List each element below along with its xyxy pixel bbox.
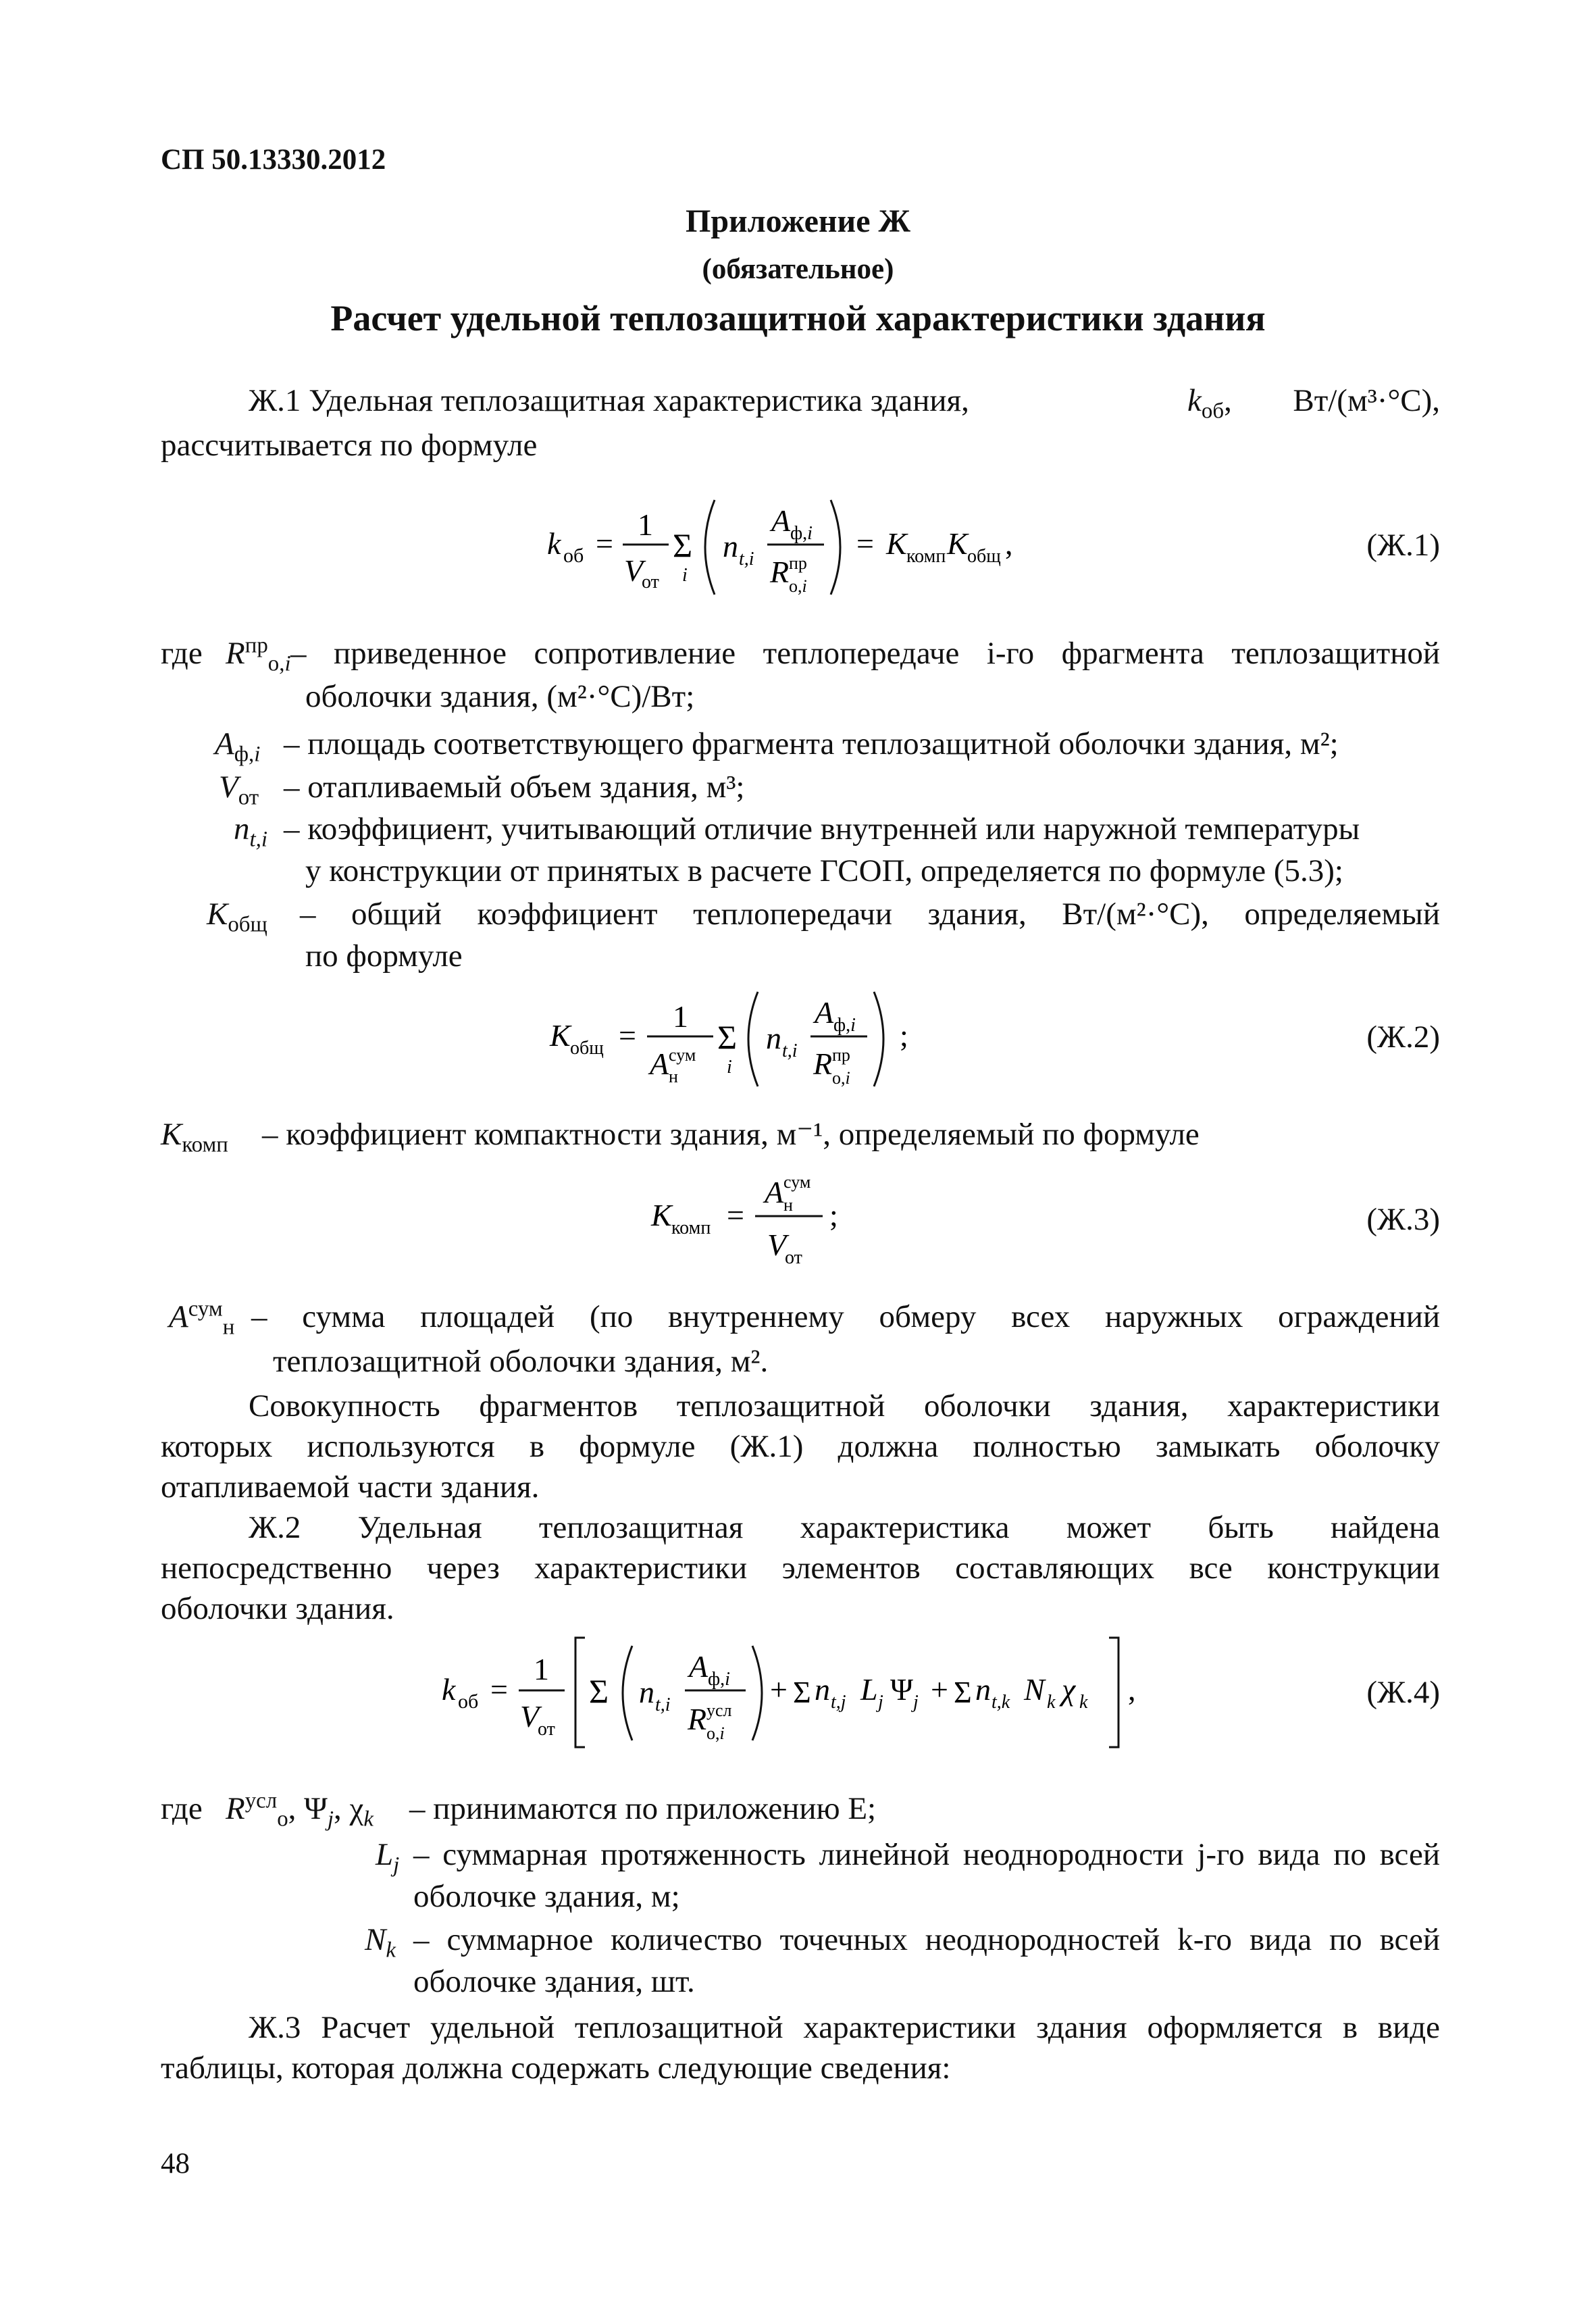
svg-text:+: + <box>931 1672 948 1707</box>
document-code: СП 50.13330.2012 <box>161 144 386 176</box>
para-line-3: отапливаемой части здания. <box>161 1469 540 1505</box>
n-ti-definition: – коэффициент, учитывающий отличие внутренней или наружной температуры <box>284 811 1360 847</box>
formula-zh3-number: (Ж.3) <box>1366 1202 1440 1237</box>
svg-text:K: K <box>550 1018 571 1053</box>
r-pr-symbol: $R^{пр}_{о,i}$ <box>226 633 291 676</box>
k-komp-symbol: $K_{комп}$ <box>161 1117 228 1157</box>
svg-text:,: , <box>1128 1672 1136 1707</box>
p1-unit: Вт/(м³·°С), <box>1293 383 1440 418</box>
p2-line-1: Ж.2 Удельная теплозащитная характеристика может быть найдена <box>249 1510 1440 1545</box>
p1-line2: рассчитывается по формуле <box>161 428 538 463</box>
svg-text:общ: общ <box>570 1038 604 1059</box>
n-ti-symbol: $n_{t,i}$ <box>234 811 267 852</box>
svg-text:n: n <box>639 1675 654 1709</box>
svg-text:K: K <box>947 526 968 561</box>
a-f-symbol: $A_{ф,i}$ <box>215 726 261 767</box>
p3-line-1: Ж.3 Расчет удельной теплозащитной характеристики здания оформляется в виде <box>249 2010 1440 2045</box>
svg-text:=: = <box>619 1018 636 1053</box>
svg-text:t,i: t,i <box>782 1040 798 1061</box>
svg-text:1: 1 <box>638 507 653 542</box>
n-ti-definition-cont: у конструкции от принятых в расчете ГСОП, определяется по формуле (5.3); <box>305 853 1343 888</box>
svg-text:A: A <box>689 1649 709 1684</box>
svg-text:n: n <box>815 1672 830 1707</box>
l-j-symbol: $L_j$ <box>376 1837 400 1878</box>
formula-zh2-number: (Ж.2) <box>1366 1020 1440 1055</box>
svg-text:от: от <box>538 1719 555 1740</box>
svg-text:пр: пр <box>789 553 807 573</box>
svg-text:о,i: о,i <box>789 576 807 596</box>
svg-text:i: i <box>727 1057 732 1078</box>
svg-text:j: j <box>913 1692 919 1713</box>
svg-text:о,i: о,i <box>832 1068 850 1088</box>
svg-text:об: об <box>458 1690 479 1713</box>
n-k-definition: – суммарное количество точечных неоднородностей k-го вида по всей <box>413 1922 1440 1957</box>
svg-text:;: ; <box>900 1018 908 1053</box>
svg-text:k: k <box>547 526 561 561</box>
p1-symbol: $k_{об}$, <box>1187 383 1232 424</box>
svg-text:V: V <box>520 1699 540 1734</box>
appendix-title: Расчет удельной теплозащитной характеристики здания <box>330 298 1266 338</box>
svg-text:=: = <box>856 526 874 561</box>
svg-text:от: от <box>785 1247 802 1268</box>
svg-text:,: , <box>1005 526 1013 561</box>
svg-text:Σ: Σ <box>717 1018 738 1056</box>
svg-text:K: K <box>651 1198 672 1232</box>
svg-text:n: n <box>766 1021 781 1055</box>
para-line-2: которых используются в формуле (Ж.1) должна полностью замыкать оболочку <box>161 1429 1440 1464</box>
svg-text:t,j: t,j <box>831 1692 846 1713</box>
v-ot-symbol: $V_{от}$ <box>219 770 259 810</box>
svg-text:пр: пр <box>832 1045 850 1065</box>
k-obsh-definition: – общий коэффициент теплопередачи здания, Вт/(м²·°С), определяемый <box>300 897 1440 932</box>
svg-text:A: A <box>765 1175 784 1209</box>
svg-text:j: j <box>878 1692 883 1713</box>
svg-text:сум: сум <box>783 1172 811 1192</box>
svg-text:t,k: t,k <box>992 1692 1010 1713</box>
svg-text:i: i <box>682 565 688 586</box>
l-j-definition: – суммарная протяженность линейной неоднородности j-го вида по всей <box>413 1837 1440 1872</box>
svg-text:V: V <box>624 553 644 588</box>
svg-text:1: 1 <box>534 1652 549 1686</box>
svg-text:A: A <box>650 1047 669 1081</box>
p2-line-3: оболочки здания. <box>161 1591 394 1626</box>
svg-text:R: R <box>770 555 790 589</box>
svg-text:Ψ: Ψ <box>890 1672 913 1707</box>
svg-text:Σ: Σ <box>954 1675 972 1709</box>
svg-text:усл: усл <box>706 1701 732 1720</box>
svg-text:V: V <box>767 1228 787 1262</box>
svg-text:χ: χ <box>1062 1672 1076 1707</box>
defs4-where: где <box>161 1791 203 1826</box>
svg-text:комп: комп <box>671 1217 711 1238</box>
defs1-where: где <box>161 636 203 671</box>
svg-text:;: ; <box>829 1198 838 1232</box>
svg-text:k: k <box>1079 1692 1088 1713</box>
svg-text:n: n <box>723 529 738 563</box>
r-usl-symbols: $R^{усл}_о$, $\Psi_j$, $\chi_k$ <box>226 1788 374 1832</box>
n-k-definition-cont: оболочке здания, шт. <box>413 1964 695 1999</box>
svg-text:t,i: t,i <box>739 549 754 570</box>
svg-text:о,i: о,i <box>706 1724 725 1743</box>
r-usl-definition: – принимаются по приложению Е; <box>409 1791 877 1826</box>
svg-text:=: = <box>490 1672 508 1707</box>
a-f-definition: – площадь соответствующего фрагмента теплозащитной оболочки здания, м²; <box>284 726 1339 761</box>
svg-text:R: R <box>688 1702 707 1736</box>
svg-text:н: н <box>669 1067 678 1086</box>
svg-text:Σ: Σ <box>589 1672 609 1710</box>
p1-intro: Ж.1 Удельная теплозащитная характеристика здания, <box>249 383 969 418</box>
a-sum-definition: – сумма площадей (по внутреннему обмеру всех наружных ограждений <box>251 1299 1440 1334</box>
k-obsh-definition-cont: по формуле <box>305 938 463 974</box>
svg-text:L: L <box>860 1672 878 1707</box>
svg-text:ф,i: ф,i <box>790 523 813 544</box>
page-number: 48 <box>161 2148 190 2180</box>
svg-text:Σ: Σ <box>673 526 693 564</box>
k-obsh-symbol: $K_{общ}$ <box>207 897 267 937</box>
appendix-label: Приложение Ж <box>686 203 910 239</box>
formula-zh4-number: (Ж.4) <box>1366 1675 1440 1710</box>
svg-text:n: n <box>975 1672 991 1707</box>
para-line-1: Совокупность фрагментов теплозащитной оболочки здания, характеристики <box>249 1388 1440 1424</box>
svg-text:k: k <box>442 1672 456 1707</box>
svg-text:ф,i: ф,i <box>833 1015 856 1036</box>
svg-text:A: A <box>771 503 791 538</box>
svg-text:N: N <box>1024 1672 1045 1707</box>
svg-text:ф,i: ф,i <box>708 1669 730 1690</box>
svg-text:t,i: t,i <box>655 1694 671 1715</box>
r-pr-definition-cont: оболочки здания, (м²·°С)/Вт; <box>305 679 695 714</box>
svg-text:1: 1 <box>673 999 688 1034</box>
svg-text:комп: комп <box>906 546 946 567</box>
svg-text:K: K <box>886 526 907 561</box>
svg-text:A: A <box>815 995 834 1030</box>
svg-text:сум: сум <box>669 1045 696 1065</box>
svg-text:Σ: Σ <box>793 1675 811 1709</box>
svg-text:=: = <box>727 1198 744 1232</box>
a-sum-definition-cont: теплозащитной оболочки здания, м². <box>273 1344 769 1379</box>
n-k-symbol: $N_k$ <box>365 1922 396 1963</box>
v-ot-definition: – отапливаемый объем здания, м³; <box>284 770 745 805</box>
formula-zh1-number: (Ж.1) <box>1366 528 1440 563</box>
svg-text:об: об <box>563 545 584 567</box>
svg-text:R: R <box>813 1047 833 1081</box>
svg-text:общ: общ <box>967 546 1001 567</box>
svg-text:k: k <box>1047 1692 1056 1713</box>
a-sum-symbol: $A^{сум}_н$ <box>169 1297 235 1340</box>
l-j-definition-cont: оболочке здания, м; <box>413 1879 680 1914</box>
svg-text:+: + <box>770 1672 788 1707</box>
svg-text:от: от <box>642 572 659 593</box>
p3-line-2: таблицы, которая должна содержать следующие сведения: <box>161 2051 951 2086</box>
svg-text:н: н <box>783 1195 793 1215</box>
appendix-status: (обязательное) <box>702 253 894 285</box>
k-komp-definition: – коэффициент компактности здания, м⁻¹, определяемый по формуле <box>262 1117 1200 1152</box>
svg-text:=: = <box>596 526 613 561</box>
p2-line-2: непосредственно через характеристики элементов составляющих все конструкции <box>161 1551 1440 1586</box>
r-pr-definition: – приведенное сопротивление теплопередаче i-го фрагмента теплозащитной <box>290 636 1440 671</box>
